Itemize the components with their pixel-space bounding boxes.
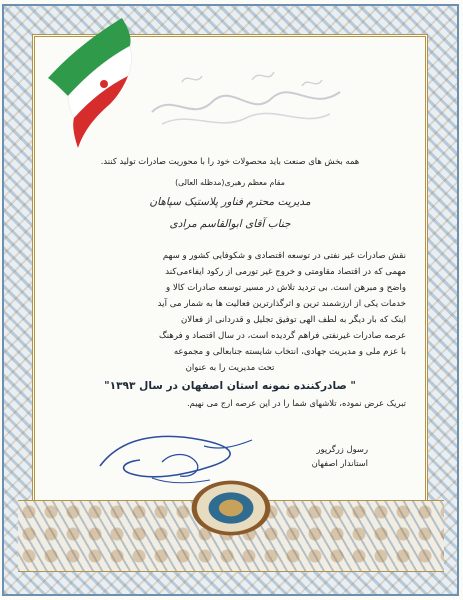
body-line: نقش صادرات غیر نفتی در توسعه اقتصادی و شکوفایی کشور و سهم xyxy=(162,251,406,261)
body-line: واضح و مبرهن است. بی تردید تلاش در مسیر توسعه صادرات کالا و xyxy=(165,283,406,293)
body-line: تحت مدیریت را به عنوان xyxy=(185,363,275,373)
handwritten-signature xyxy=(92,426,272,488)
quote-attribution: مقام معظم رهبری(مدظله العالی) xyxy=(175,178,285,187)
recipient-company: مدیریت محترم فناور پلاستیک سپاهان xyxy=(149,196,311,208)
closing-text: تبریک عرض نموده، تلاشهای شما را در این عرصه ارج می نهیم. xyxy=(187,398,406,408)
body-line: اینک که بار دیگر به لطف الهی توفیق تجلیل و قدردانی از فعالان xyxy=(181,315,406,325)
signer-title: استاندار اصفهان xyxy=(311,458,368,468)
quote-text: همه بخش های صنعت باید محصولات خود را با محوریت صادرات تولید کنند. xyxy=(100,156,360,166)
body-line: با عزم ملی و مدیریت جهادی، انتخاب شایسته جنابعالی و مجموعه xyxy=(173,347,406,357)
award-title: " صادرکننده نمونه استان اصفهان در سال ۱۳۹۳" xyxy=(104,380,356,392)
signer-name: رسول زرگرپور xyxy=(316,444,368,454)
body-line: عرصه صادرات غیرنفتی فراهم گردیده است، در سال اقتصاد و فرهنگ xyxy=(159,331,406,341)
calligraphy-heading-watermark xyxy=(142,62,350,142)
body-line: مهمی که در اقتصاد مقاومتی و خروج غیر تورمی از رکود ایفاءمی‌کند xyxy=(165,267,406,277)
body-line: خدمات یکی از ارزشمند ترین و اثرگذارترین فعالیت ها به شمار می آید xyxy=(157,299,406,309)
recipient-name: جناب آقای ابوالقاسم مرادی xyxy=(169,218,291,230)
certificate-content xyxy=(46,46,414,486)
